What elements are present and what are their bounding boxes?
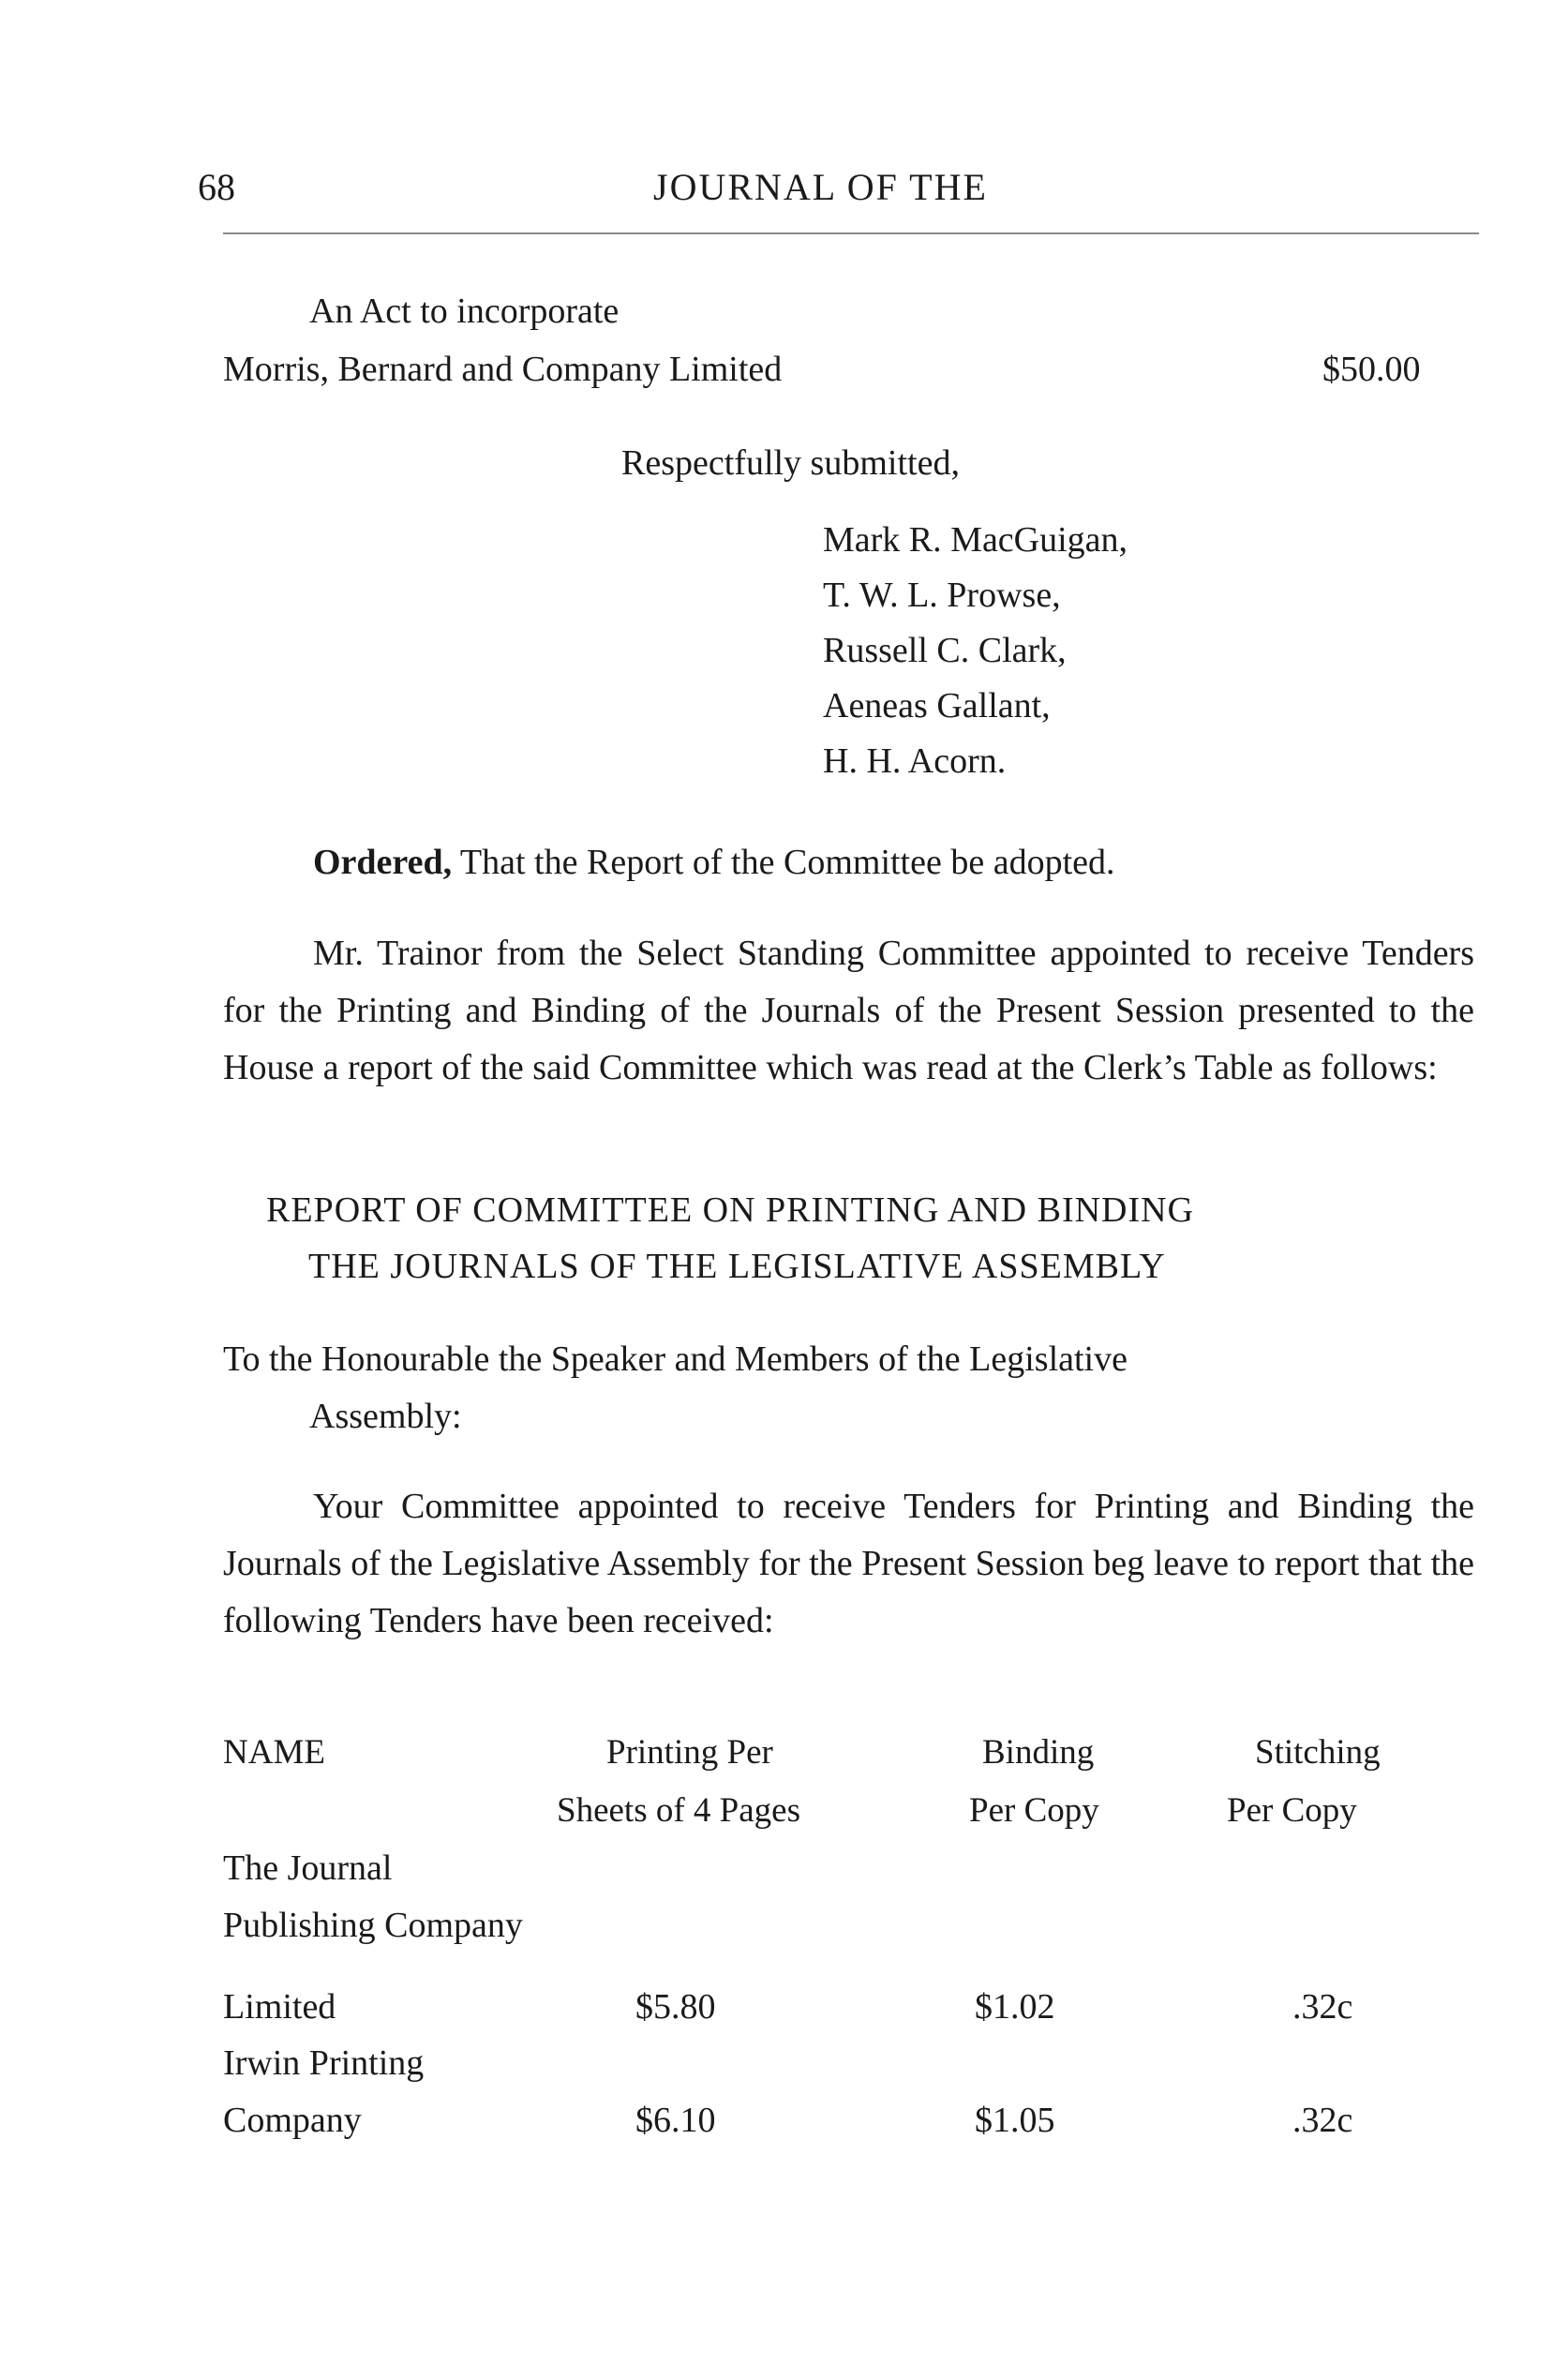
column-header-binding-sub: Per Copy [969,1791,1099,1830]
table-cell-printing: $6.10 [635,2101,716,2140]
act-fee-amount: $50.00 [1322,350,1421,389]
act-title-line-1: An Act to incorporate [309,292,620,331]
table-row-name: Limited [223,1987,336,2027]
table-cell-binding: $1.05 [975,2101,1055,2140]
table-row-name: Publishing Company [223,1906,523,1945]
table-row-name: The Journal [223,1848,393,1888]
address-line-1: To the Honourable the Speaker and Members of the Legislative [223,1339,1127,1379]
signatory: H. H. Acorn. [823,741,1007,781]
address-line-2: Assembly: [309,1397,462,1436]
page-number: 68 [198,166,235,208]
column-header-printing: Printing Per [606,1733,773,1772]
signatory: Mark R. MacGuigan, [823,520,1128,560]
signatory: Russell C. Clark, [823,631,1067,670]
column-header-stitching-sub: Per Copy [1227,1791,1357,1830]
report-heading-line-2: THE JOURNALS OF THE LEGISLATIVE ASSEMBLY [308,1247,1166,1286]
column-header-binding: Binding [982,1733,1095,1772]
trainor-paragraph: Mr. Trainor from the Select Standing Committee appointed to receive Tenders for the Printing and Binding of the Journals of the Present Session presented to the House a report of the said Committee which was read at the Clerk’s Table as follows: [223,934,1474,1087]
committee-paragraph: Your Committee appointed to receive Tenders for Printing and Binding the Journals of the Legislative Assembly for the Present Session beg leave to report that the following Tenders have been received: [223,1487,1474,1640]
signatory: Aeneas Gallant, [823,686,1051,726]
table-row-name: Irwin Printing [223,2043,425,2083]
table-cell-stitching: .32c [1292,1987,1353,2027]
column-header-name: NAME [223,1733,325,1772]
order-statement [313,842,1115,883]
column-header-stitching: Stitching [1255,1733,1381,1772]
running-head: JOURNAL OF THE [653,166,988,208]
signatory: T. W. L. Prowse, [823,576,1061,615]
act-title-line-2: Morris, Bernard and Company Limited [223,350,783,389]
order-text: That the Report of the Committee be adopted. [452,843,1115,882]
table-cell-binding: $1.02 [975,1987,1055,2027]
report-heading-line-1: REPORT OF COMMITTEE ON PRINTING AND BINDING [266,1190,1195,1230]
header-rule [223,232,1479,234]
table-cell-printing: $5.80 [635,1987,716,2027]
closing-phrase: Respectfully submitted, [621,443,960,483]
column-header-printing-sub: Sheets of 4 Pages [557,1791,800,1830]
table-row-name: Company [223,2101,362,2140]
table-cell-stitching: .32c [1292,2101,1353,2140]
order-lead: Ordered, [313,843,453,882]
